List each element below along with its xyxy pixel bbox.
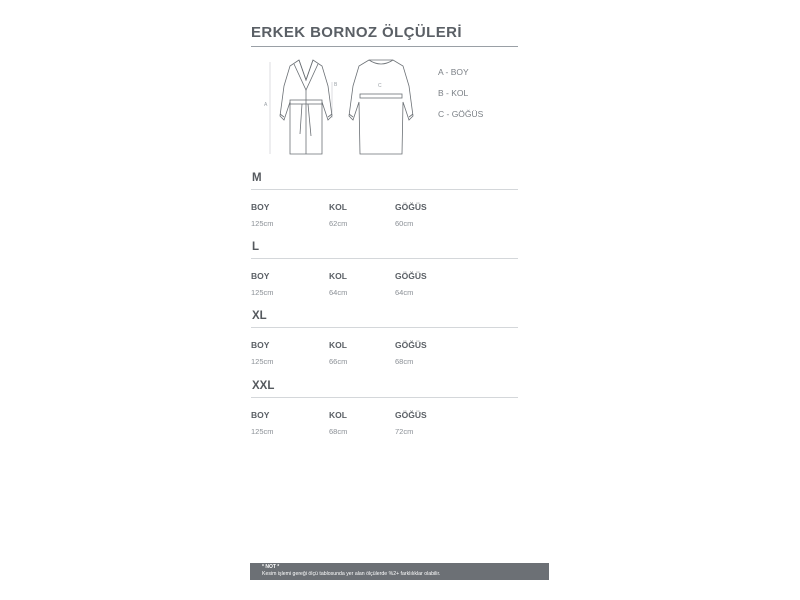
title-divider xyxy=(251,46,518,47)
gogus-column xyxy=(395,202,427,228)
legend-item-boy: A - BOY xyxy=(438,67,469,77)
measurement-legend xyxy=(438,66,483,129)
note-text: Kesim işlemi gereği ölçü tablosunda yer alan ölçülerde %2+ farklılıklar olabilir. xyxy=(262,571,441,577)
gogus-label: GÖĞÜS xyxy=(395,340,427,350)
legend-item-kol: B - KOL xyxy=(438,88,469,98)
size-block-m xyxy=(251,172,518,242)
boy-value: 125cm xyxy=(251,427,274,436)
kol-label: KOL xyxy=(329,202,347,212)
boy-label: BOY xyxy=(251,202,270,212)
kol-value: 66cm xyxy=(329,357,348,366)
note-title: * NOT * xyxy=(262,564,280,570)
diagram-label-b: B xyxy=(334,82,338,88)
kol-column xyxy=(329,410,347,436)
boy-label: BOY xyxy=(251,271,270,281)
kol-column xyxy=(329,202,347,228)
gogus-value: 64cm xyxy=(395,288,414,297)
size-label: M xyxy=(252,172,262,184)
boy-value: 125cm xyxy=(251,357,274,366)
kol-column xyxy=(329,271,347,297)
kol-value: 64cm xyxy=(329,288,348,297)
gogus-label: GÖĞÜS xyxy=(395,202,427,212)
legend-item-gogus: C - GÖĞÜS xyxy=(438,109,484,119)
boy-label: BOY xyxy=(251,340,270,350)
boy-column xyxy=(251,271,274,297)
boy-column xyxy=(251,410,274,436)
boy-value: 125cm xyxy=(251,219,274,228)
diagram-label-c: C xyxy=(378,83,382,89)
size-block-xxl xyxy=(251,380,518,450)
gogus-column xyxy=(395,340,427,366)
gogus-column xyxy=(395,410,427,436)
bathrobe-diagram xyxy=(262,56,422,160)
size-label: L xyxy=(252,241,260,253)
gogus-value: 60cm xyxy=(395,219,414,228)
size-block-l xyxy=(251,241,518,311)
size-divider xyxy=(251,189,518,190)
boy-value: 125cm xyxy=(251,288,274,297)
size-block-xl xyxy=(251,310,518,380)
kol-label: KOL xyxy=(329,340,347,350)
note-banner xyxy=(250,563,549,580)
kol-label: KOL xyxy=(329,271,347,281)
kol-value: 62cm xyxy=(329,219,348,228)
boy-column xyxy=(251,340,274,366)
size-divider xyxy=(251,397,518,398)
gogus-value: 68cm xyxy=(395,357,414,366)
kol-column xyxy=(329,340,347,366)
size-label: XL xyxy=(252,310,267,322)
size-divider xyxy=(251,258,518,259)
diagram-label-a: A xyxy=(264,102,268,108)
gogus-column xyxy=(395,271,427,297)
gogus-label: GÖĞÜS xyxy=(395,410,427,420)
kol-label: KOL xyxy=(329,410,347,420)
size-divider xyxy=(251,327,518,328)
page-title: ERKEK BORNOZ ÖLÇÜLERİ xyxy=(251,24,462,41)
boy-label: BOY xyxy=(251,410,270,420)
gogus-value: 72cm xyxy=(395,427,414,436)
kol-value: 68cm xyxy=(329,427,348,436)
boy-column xyxy=(251,202,274,228)
gogus-label: GÖĞÜS xyxy=(395,271,427,281)
size-label: XXL xyxy=(252,380,275,392)
